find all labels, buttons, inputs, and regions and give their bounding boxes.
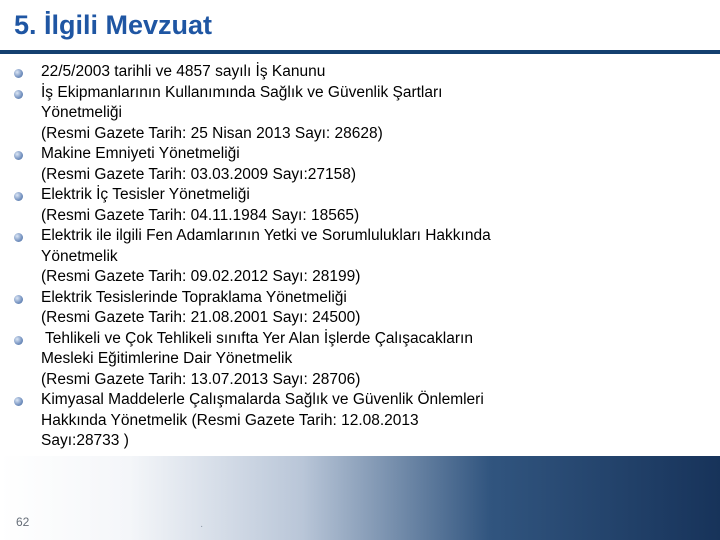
list-item-text: Yönetmeliği — [41, 104, 122, 121]
list-item-text: 22/5/2003 tarihli ve 4857 sayılı İş Kanunu — [41, 63, 326, 80]
list-item-text: Elektrik İç Tesisler Yönetmeliği — [41, 186, 250, 203]
list-item — [0, 288, 720, 329]
list-item-text: Mesleki Eğitimlerine Dair Yönetmelik — [41, 350, 293, 367]
page-number: 62 — [16, 515, 30, 529]
list-item — [0, 226, 720, 288]
bullet-icon — [14, 233, 23, 242]
list-item-text: (Resmi Gazete Tarih: 09.02.2012 Sayı: 28199) — [41, 268, 361, 285]
list-item — [0, 329, 720, 391]
list-item — [0, 62, 720, 83]
list-item-text: Hakkında Yönetmelik (Resmi Gazete Tarih: 12.08.2013 — [41, 411, 419, 429]
list-item-text: Makine Emniyeti Yönetmeliği — [41, 145, 240, 162]
bullet-icon — [14, 69, 23, 78]
list-item-text: İş Ekipmanlarının Kullanımında Sağlık ve Güvenlik Şartları — [41, 83, 443, 101]
bullet-icon — [14, 336, 23, 345]
footer-band — [0, 456, 720, 540]
list-item — [0, 185, 720, 226]
list-item — [0, 144, 720, 185]
list-item-text: (Resmi Gazete Tarih: 13.07.2013 Sayı: 28706) — [41, 370, 361, 388]
list-item-text: Yönetmelik — [41, 247, 118, 265]
slide-title: 5. İlgili Mevzuat — [14, 10, 213, 40]
list-item-text: (Resmi Gazete Tarih: 25 Nisan 2013 Sayı: 28628) — [41, 124, 383, 142]
list-item-text: Kimyasal Maddelerle Çalışmalarda Sağlık ve Güvenlik Önlemleri — [41, 391, 484, 408]
list-item-text: (Resmi Gazete Tarih: 04.11.1984 Sayı: 18565) — [41, 206, 360, 224]
list-item-text: (Resmi Gazete Tarih: 21.08.2001 Sayı: 24500) — [41, 309, 361, 326]
bullet-icon — [14, 397, 23, 406]
bullet-icon — [14, 295, 23, 304]
footer-dot: · — [200, 521, 204, 532]
list-item-text: Tehlikeli ve Çok Tehlikeli sınıfta Yer Alan İşlerde Çalışacakların — [41, 329, 473, 347]
bullet-icon — [14, 90, 23, 99]
list-item-text: Elektrik ile ilgili Fen Adamlarının Yetki ve Sorumlulukları Hakkında — [41, 227, 491, 244]
list-item-text: Elektrik Tesislerinde Topraklama Yönetmeliği — [41, 288, 347, 306]
bullet-icon — [14, 192, 23, 201]
title-divider — [0, 50, 720, 54]
bullet-icon — [14, 151, 23, 160]
regulation-list — [0, 62, 720, 452]
list-item — [0, 390, 720, 452]
list-item-text: (Resmi Gazete Tarih: 03.03.2009 Sayı:27158) — [41, 165, 357, 183]
list-item — [0, 83, 720, 145]
list-item-text: Sayı:28733 ) — [41, 432, 129, 449]
